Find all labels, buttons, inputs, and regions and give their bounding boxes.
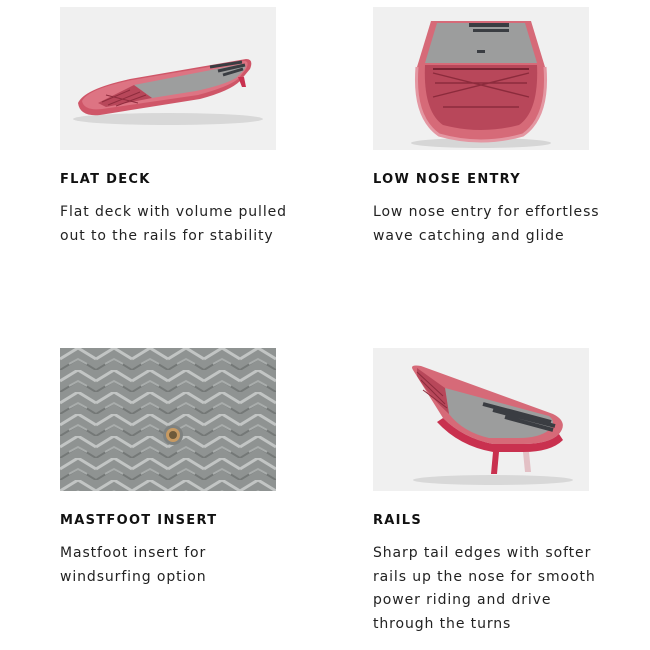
- rails-image: [373, 348, 589, 491]
- mastfoot-insert-image: [60, 348, 276, 491]
- flat-deck-image: [60, 7, 276, 150]
- feature-description: Mastfoot insert for windsurfing option: [60, 545, 207, 585]
- feature-title: RAILS: [373, 513, 423, 528]
- feature-title: FLAT DECK: [60, 172, 151, 187]
- low-nose-entry-image: [373, 7, 589, 150]
- feature-description: Low nose entry for effortless wave catching and glide: [373, 204, 600, 244]
- feature-title: MASTFOOT INSERT: [60, 513, 218, 528]
- feature-description: Flat deck with volume pulled out to the rails for stability: [60, 204, 287, 244]
- feature-description: Sharp tail edges with softer rails up the nose for smooth power riding and drive through the turns: [373, 545, 596, 632]
- feature-title: LOW NOSE ENTRY: [373, 172, 521, 187]
